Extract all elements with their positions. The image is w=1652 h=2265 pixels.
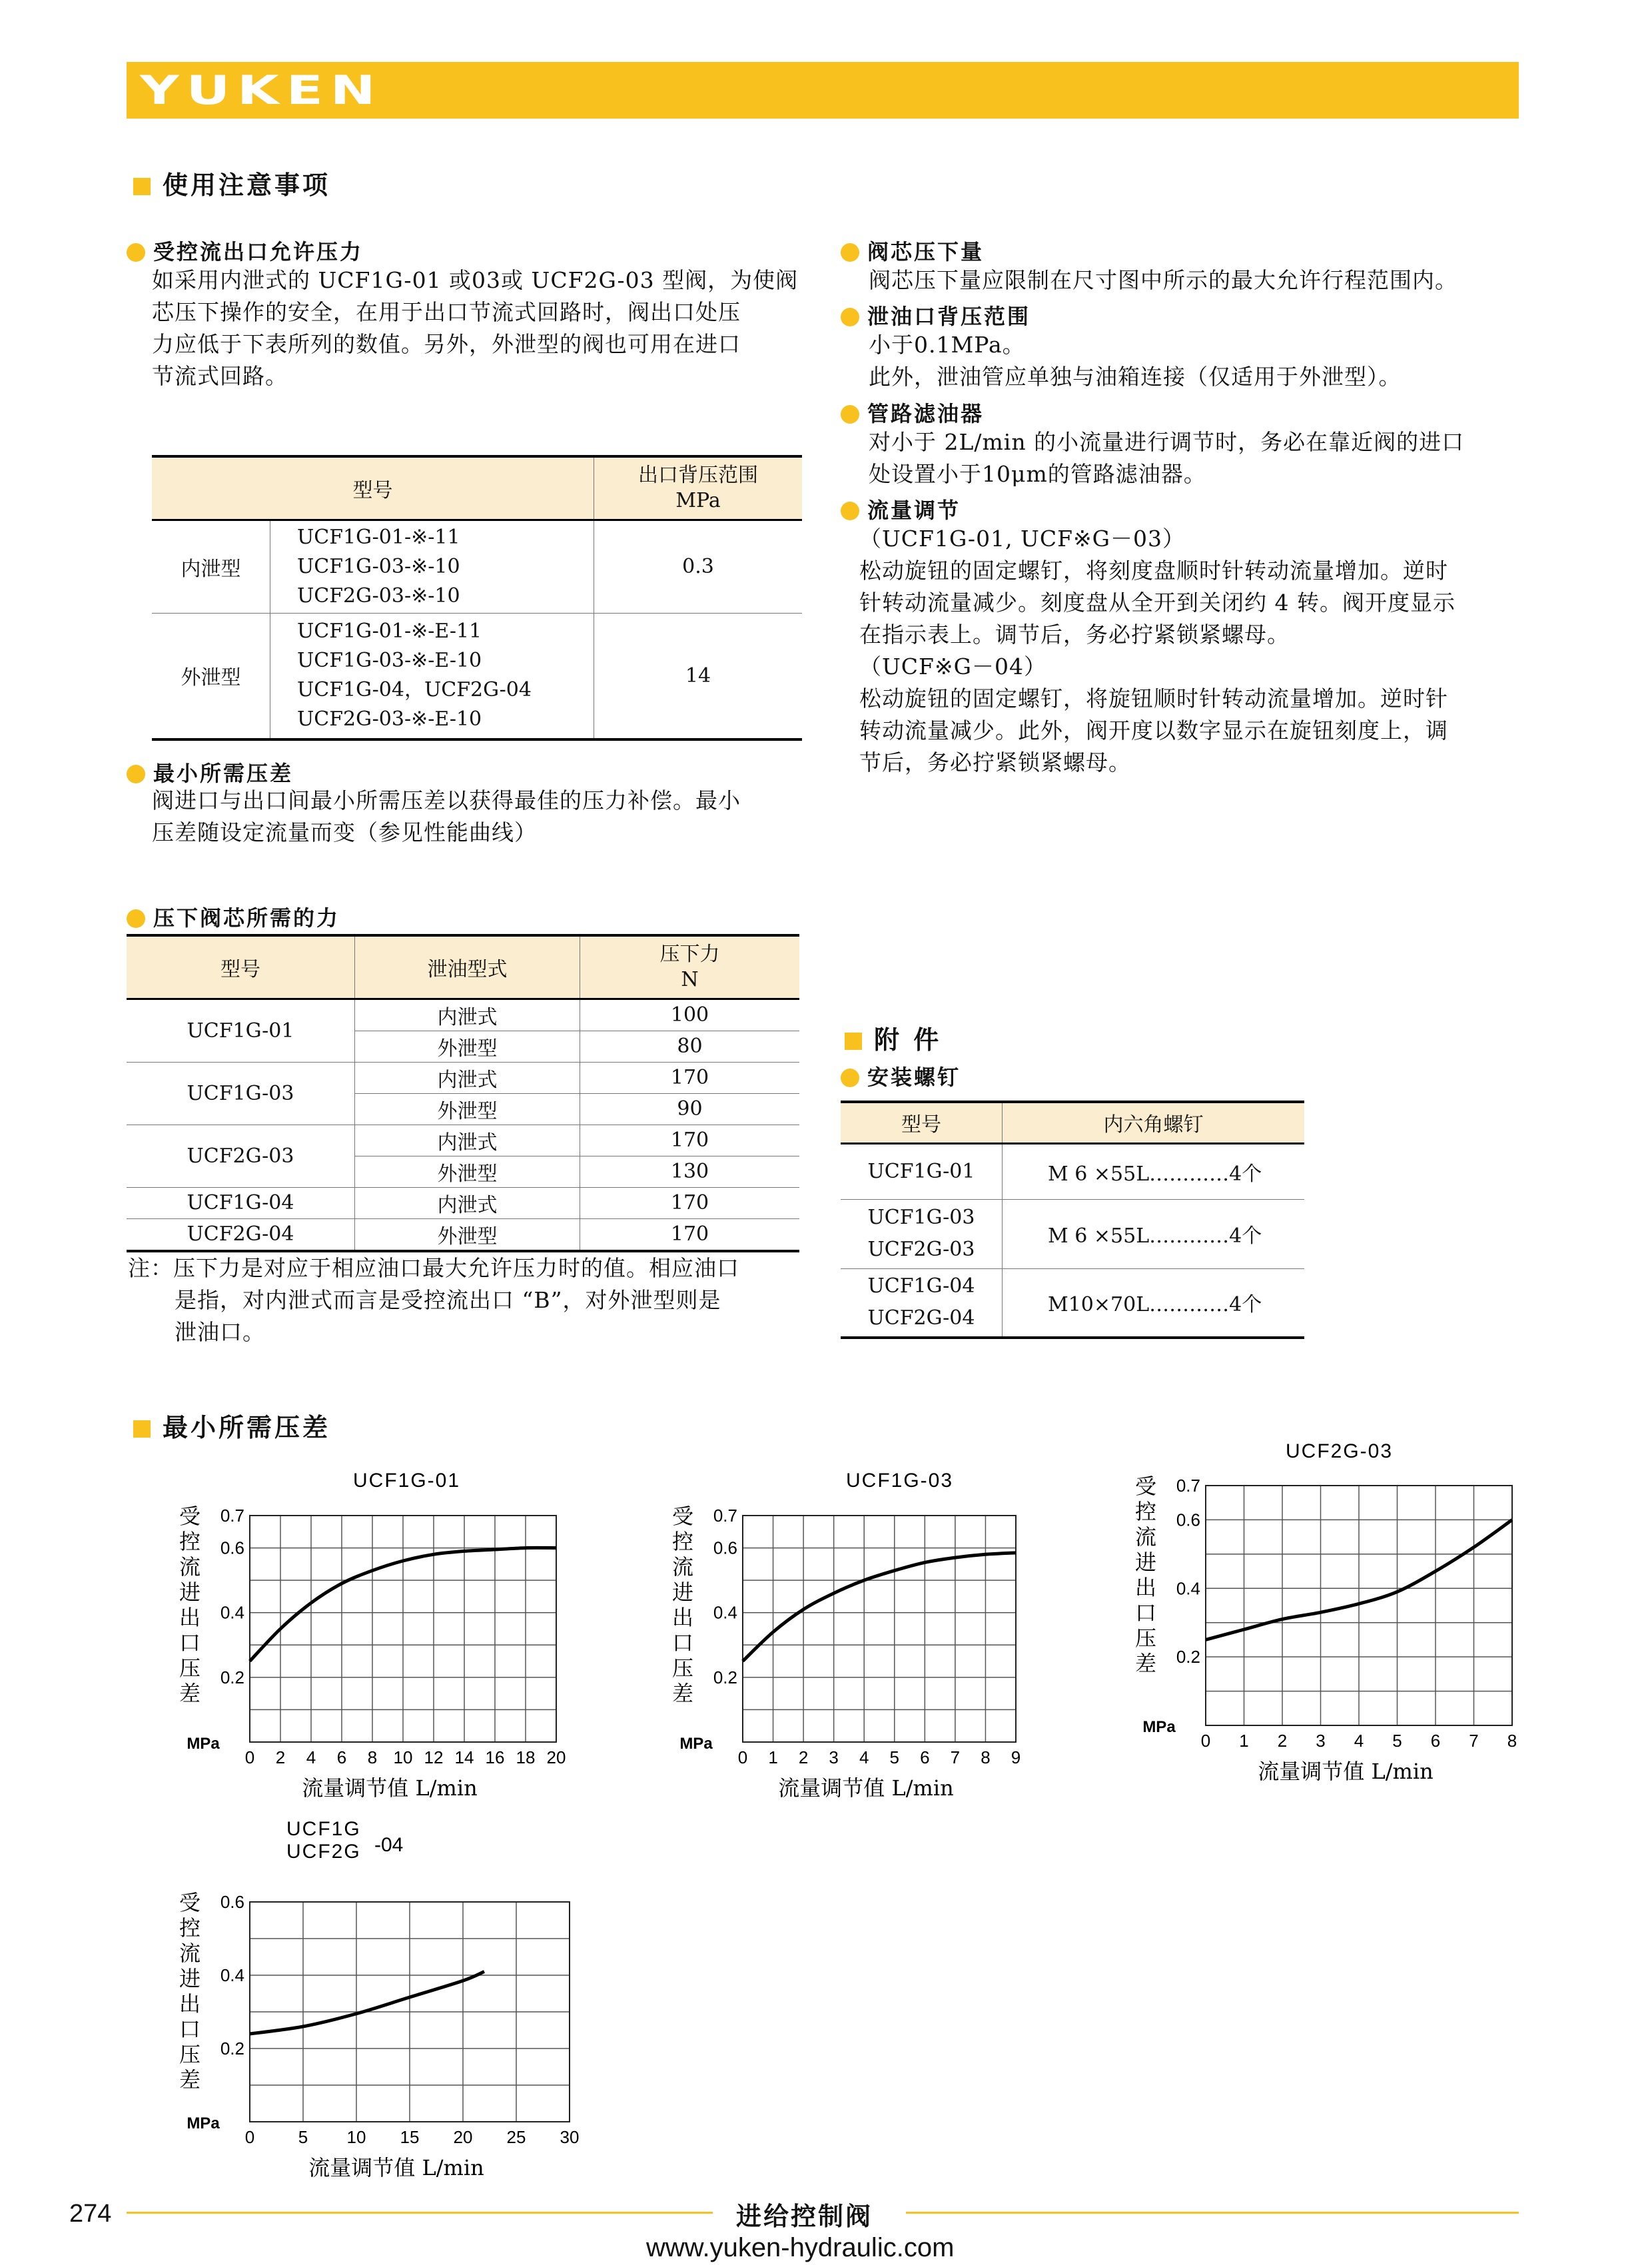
x-tick-label: 4	[1354, 1731, 1364, 1751]
dot-bullet-icon	[127, 909, 145, 928]
y-tick-label: 0.6	[220, 1892, 244, 1912]
usage-section-title: 使用注意事项	[133, 165, 330, 201]
y-axis-label-char: 压	[671, 1655, 694, 1681]
x-axis-label: 流量调节值 L/min	[302, 1775, 478, 1801]
y-tick-label: 0.6	[713, 1538, 737, 1558]
footer-website[interactable]: www.yuken-hydraulic.com	[646, 2233, 955, 2262]
x-tick-label: 4	[306, 1747, 316, 1767]
x-tick-label: 2	[1277, 1731, 1288, 1751]
flow-text: （UCF1G-01, UCF※G－03） 松动旋钮的固定螺钉，将刻度盘顺时针转动流量增加。逆时 针转动流量减少。刻度盘从全开到关闭约 4 转。阀开度显示 在指示表上。调节后，务必拧紧锁紧螺母。 （UCF※G－04） 松动旋钮的固定螺钉，将旋钮顺时针转动流量增加。逆时针 转动流量减少。此外，阀开度以数字显示在旋钮刻度上，调 节后，务必拧紧锁紧螺母。	[859, 526, 1455, 775]
x-tick-label: 18	[516, 1747, 536, 1767]
y-axis-label-char: 流	[179, 1554, 201, 1580]
x-tick-label: 7	[1469, 1731, 1479, 1751]
y-axis-label-char: 差	[179, 1681, 201, 1706]
y-axis-label-char: 受	[1134, 1474, 1157, 1499]
y-unit-label: MPa	[187, 2114, 220, 2132]
footer-section: 进给控制阀	[736, 2202, 873, 2231]
y-axis-label-char: 受	[179, 1890, 201, 1915]
table-row: UCF2G-04 外泄型 170	[127, 1218, 799, 1251]
y-axis-label-char: 控	[179, 1529, 201, 1554]
th-back-pressure: 出口背压范围 MPa	[638, 463, 758, 512]
y-axis-label-char: 口	[1134, 1600, 1157, 1625]
force-heading: 压下阀芯所需的力	[127, 901, 340, 932]
chart-ucf1g-03	[646, 1452, 1099, 1801]
chart-ucf-04	[153, 1799, 733, 2180]
filter-text: 对小于 2L/min 的小流量进行调节时，务必在靠近阀的进口 处设置小于10μm的管路滤油器。	[869, 429, 1465, 487]
x-tick-label: 2	[275, 1747, 286, 1767]
y-tick-label: 0.4	[713, 1602, 737, 1623]
y-axis-label-char: 流	[1134, 1524, 1157, 1550]
x-tick-label: 5	[1392, 1731, 1402, 1751]
footer-rule-right	[906, 2212, 1519, 2214]
square-bullet-icon	[845, 1033, 862, 1050]
y-tick-label: 0.7	[220, 1506, 244, 1526]
square-bullet-icon	[133, 1420, 151, 1438]
x-axis-label: 流量调节值 L/min	[778, 1775, 954, 1801]
dot-bullet-icon	[841, 1069, 859, 1087]
force-table: 型号 泄油型式 压下力 N UCF1G-01 内泄式 100 外泄型 80 UCF1G-03 内泄式 170 外泄型 90 UCF2G-03 内泄式 170 外泄型 130 UCF1G-04 内泄式 170 UCF2G-04 外泄型 170	[127, 934, 799, 1252]
drain-heading: 泄油口背压范围	[841, 300, 1031, 330]
y-tick-label: 0.2	[220, 2038, 244, 2058]
x-tick-label: 3	[1316, 1731, 1326, 1751]
x-tick-label: 8	[367, 1747, 378, 1767]
dot-bullet-icon	[841, 502, 859, 520]
y-axis-label-char: 出	[1134, 1575, 1157, 1600]
chart-ucf1g-01	[153, 1452, 633, 1801]
x-tick-label: 5	[298, 2127, 308, 2147]
chart-title: UCF1G	[286, 1818, 361, 1840]
min-diff-text: 阀进口与出口间最小所需压差以获得最佳的压力补偿。最小 压差随设定流量而变（参见性能曲线）	[152, 787, 741, 845]
outlet-pressure-text: 如采用内泄式的 UCF1G-01 或03或 UCF2G-03 型阀，为使阀 芯压下操作的安全，在用于出口节流式回路时，阀出口处压 力应低于下表所列的数值。另外，外泄型的阀也可用在进口 节流式回路。	[152, 267, 799, 389]
flow-heading: 流量调节	[841, 494, 961, 524]
drain-text: 小于0.1MPa。 此外，泄油管应单独与油箱连接（仅适用于外泄型）。	[869, 332, 1402, 390]
x-tick-label: 6	[336, 1747, 347, 1767]
outlet-pressure-table	[152, 455, 802, 741]
square-bullet-icon	[133, 178, 151, 195]
curves-section-title: 最小所需压差	[133, 1407, 330, 1444]
chart-title-suffix: -04	[374, 1834, 404, 1856]
screw-heading: 安装螺钉	[841, 1061, 961, 1091]
table-row: UCF1G-04 UCF2G-04 M10×70L…………4个	[841, 1268, 1304, 1338]
x-tick-label: 8	[981, 1747, 991, 1767]
chart-title: UCF2G-03	[1286, 1440, 1394, 1462]
x-tick-label: 2	[798, 1747, 809, 1767]
x-tick-label: 25	[506, 2127, 526, 2147]
y-axis-label-char: 进	[1134, 1550, 1157, 1575]
dot-bullet-icon	[127, 765, 145, 783]
x-tick-label: 16	[485, 1747, 505, 1767]
y-tick-label: 0.6	[1176, 1510, 1200, 1530]
x-tick-label: 0	[737, 1747, 748, 1767]
dot-bullet-icon	[841, 405, 859, 424]
table-row: 外泄型 90	[127, 1093, 799, 1125]
y-axis-label-char: 差	[179, 2067, 201, 2092]
y-axis-label-char: 受	[179, 1504, 201, 1529]
table-row: 内泄型 UCF1G-01-※-11 UCF1G-03-※-10 UCF2G-03-※-10 0.3	[152, 520, 802, 613]
spool-text: 阀芯压下量应限制在尺寸图中所示的最大允许行程范围内。	[869, 267, 1457, 293]
dot-bullet-icon	[127, 243, 145, 262]
y-axis-label-char: 出	[179, 1605, 201, 1630]
x-tick-label: 8	[1507, 1731, 1517, 1751]
y-axis-label-char: 口	[179, 1630, 201, 1655]
x-tick-label: 9	[1011, 1747, 1021, 1767]
x-tick-label: 5	[889, 1747, 900, 1767]
y-unit-label: MPa	[679, 1735, 713, 1753]
x-tick-label: 30	[560, 2127, 580, 2147]
chart-ucf2g-03	[1106, 1419, 1565, 1785]
x-tick-label: 6	[1430, 1731, 1441, 1751]
y-axis-label-char: 压	[179, 2042, 201, 2067]
plot-frame	[743, 1516, 1016, 1742]
y-tick-label: 0.2	[1176, 1647, 1200, 1667]
filter-heading: 管路滤油器	[841, 397, 984, 428]
yuken-logo: YUKEN	[140, 67, 383, 114]
y-axis-label-char: 进	[179, 1580, 201, 1605]
y-tick-label: 0.7	[713, 1506, 737, 1526]
x-tick-label: 10	[346, 2127, 366, 2147]
y-tick-label: 0.2	[713, 1667, 737, 1687]
table-row: 外泄型 UCF1G-01-※-E-11 UCF1G-03-※-E-10 UCF1G-04，UCF2G-04 UCF2G-03-※-E-10 14	[152, 613, 802, 739]
y-unit-label: MPa	[187, 1735, 220, 1753]
x-tick-label: 1	[768, 1747, 778, 1767]
x-tick-label: 0	[1200, 1731, 1211, 1751]
y-axis-label-char: 控	[671, 1529, 694, 1554]
table-row: UCF1G-03 UCF2G-03 M 6 ×55L…………4个	[841, 1199, 1304, 1268]
x-axis-label: 流量调节值 L/min	[1258, 1759, 1434, 1784]
x-tick-label: 12	[424, 1747, 444, 1767]
th-model: 型号	[152, 456, 594, 520]
y-axis-label-char: 受	[671, 1504, 694, 1529]
y-axis-label-char: 差	[671, 1681, 694, 1706]
force-note: 注：压下力是对应于相应油口最大允许压力时的值。相应油口 是指，对内泄式而言是受控流出口 “B”，对外泄型则是 泄油口。	[128, 1255, 739, 1345]
footer-rule-left	[127, 2212, 713, 2214]
spool-heading: 阀芯压下量	[841, 235, 984, 266]
table-row: UCF1G-01 内泄式 100	[127, 999, 799, 1031]
y-axis-label-char: 进	[179, 1966, 201, 1991]
y-tick-label: 0.4	[220, 1965, 244, 1985]
y-tick-label: 0.7	[1176, 1476, 1200, 1496]
y-axis-label-char: 流	[671, 1554, 694, 1580]
series-line	[250, 1972, 484, 2035]
table-row: UCF1G-01 M 6 ×55L…………4个	[841, 1143, 1304, 1199]
outlet-pressure-heading: 受控流出口允许压力	[127, 235, 363, 266]
table-row: UCF2G-03 内泄式 170	[127, 1125, 799, 1156]
min-diff-heading: 最小所需压差	[127, 757, 293, 787]
x-tick-label: 14	[454, 1747, 474, 1767]
x-tick-label: 10	[393, 1747, 413, 1767]
x-tick-label: 7	[950, 1747, 961, 1767]
table-row: UCF1G-04 内泄式 170	[127, 1187, 799, 1218]
y-tick-label: 0.4	[1176, 1578, 1200, 1599]
table-row: UCF1G-03 内泄式 170	[127, 1062, 799, 1093]
x-axis-label: 流量调节值 L/min	[308, 2155, 484, 2180]
x-tick-label: 0	[244, 1747, 255, 1767]
x-tick-label: 20	[453, 2127, 473, 2147]
dot-bullet-icon	[841, 308, 859, 326]
y-axis-label-char: 差	[1134, 1651, 1157, 1676]
y-axis-label-char: 口	[671, 1630, 694, 1655]
x-tick-label: 1	[1239, 1731, 1249, 1751]
screw-table: 型号 内六角螺钉 UCF1G-01 M 6 ×55L…………4个 UCF1G-03 UCF2G-03 M 6 ×55L…………4个 UCF1G-04 UCF2G-04 M10×70L…………4个	[841, 1101, 1304, 1339]
y-tick-label: 0.4	[220, 1602, 244, 1623]
x-tick-label: 4	[859, 1747, 869, 1767]
y-tick-label: 0.2	[220, 1667, 244, 1687]
x-tick-label: 0	[244, 2127, 255, 2147]
x-tick-label: 15	[400, 2127, 420, 2147]
y-axis-label-char: 压	[1134, 1625, 1157, 1651]
y-axis-label-char: 压	[179, 1655, 201, 1681]
y-axis-label-char: 控	[179, 1915, 201, 1941]
y-axis-label-char: 控	[1134, 1499, 1157, 1524]
chart-title: UCF2G	[286, 1841, 361, 1863]
x-tick-label: 6	[920, 1747, 930, 1767]
y-unit-label: MPa	[1142, 1718, 1176, 1736]
table-row: 外泄型 80	[127, 1031, 799, 1062]
table-row: 外泄型 130	[127, 1156, 799, 1187]
chart-title: UCF1G-01	[353, 1470, 461, 1492]
chart-title: UCF1G-03	[846, 1470, 954, 1492]
dot-bullet-icon	[841, 243, 859, 262]
y-tick-label: 0.6	[220, 1538, 244, 1558]
y-axis-label-char: 出	[671, 1605, 694, 1630]
page-number: 274	[69, 2200, 112, 2228]
y-axis-label-char: 进	[671, 1580, 694, 1605]
y-axis-label-char: 流	[179, 1941, 201, 1966]
accessories-title: 附 件	[845, 1019, 941, 1056]
y-axis-label-char: 口	[179, 2017, 201, 2042]
x-tick-label: 20	[546, 1747, 566, 1767]
x-tick-label: 3	[829, 1747, 839, 1767]
y-axis-label-char: 出	[179, 1991, 201, 2017]
